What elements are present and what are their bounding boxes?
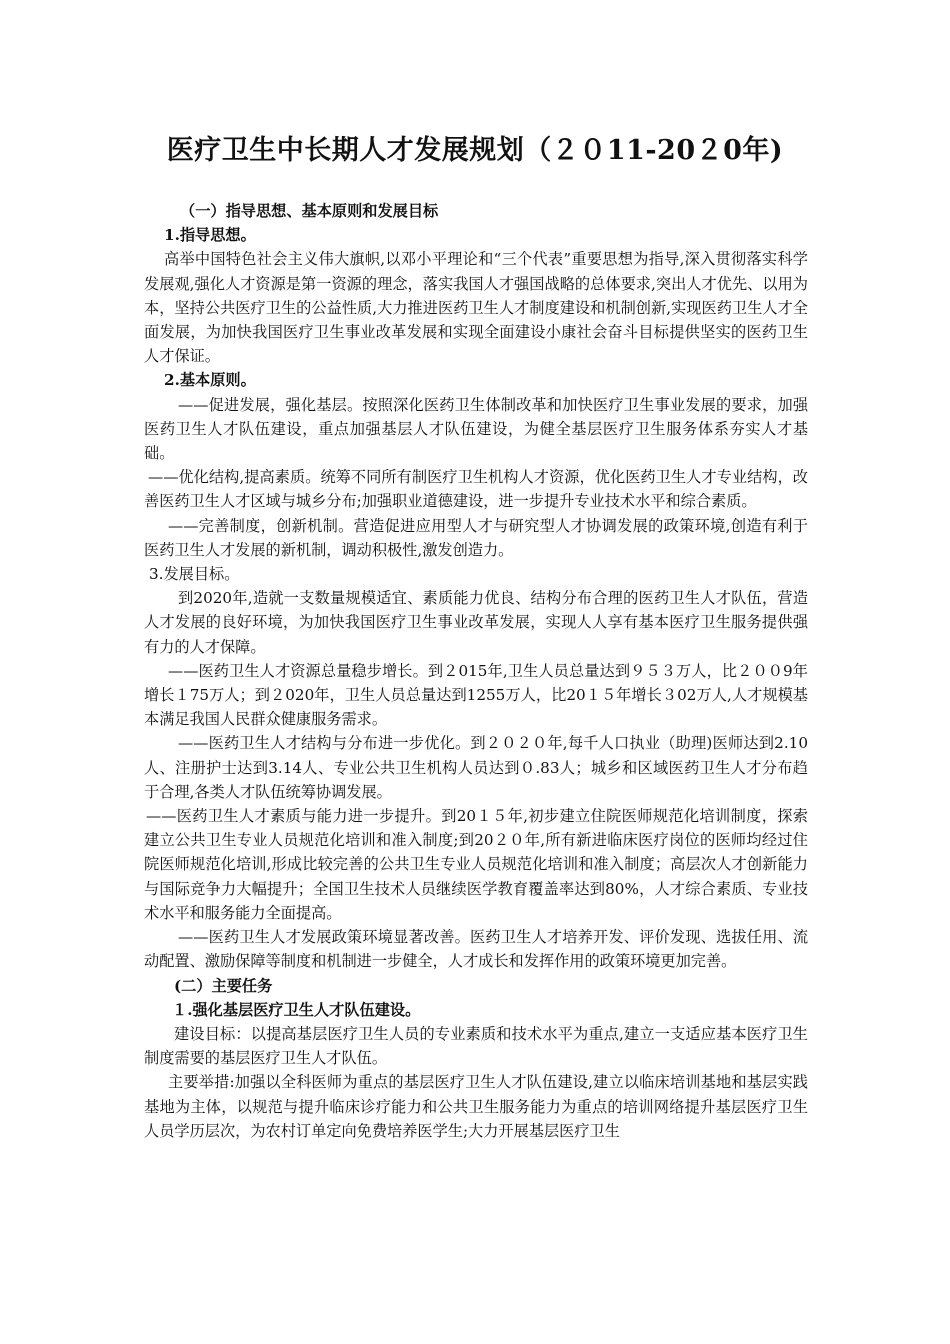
paragraph-principle-3: ——完善制度，创新机制。营造促进应用型人才与研究型人才协调发展的政策环境,创造有利于医药卫生人才发展的新机制，调动积极性,激发创造力。 [144,516,808,559]
section-heading-1: （一）指导思想、基本原则和发展目标 [180,202,439,220]
paragraph-goal-intro: 到2020年,造就一支数量规模适宜、素质能力优良、结构分布合理的医药卫生人才队伍，营造人才发展的良好环境，为加快我国医疗卫生事业改革发展，实现人人享有基本医疗卫生服务提供强有力的人才保障。 [144,589,808,656]
subheading-development-goals: 3.发展目标。 [149,565,240,584]
subheading-guiding-thought: 1.指导思想。 [164,226,256,245]
paragraph-principle-1: ——促进发展，强化基层。按照深化医药卫生体制改革和加快医疗卫生事业发展的要求，加强医药卫生人才队伍建设，重点加强基层人才队伍建设，为健全基层医疗卫生服务体系夯实人才基础。 [144,395,808,463]
subheading-task-1: １.强化基层医疗卫生人才队伍建设。 [172,1000,421,1019]
paragraph-goal-2: ——医药卫生人才结构与分布进一步优化。到２０２０年,每千人口执业（助理)医师达到2.10人、注册护士达到3.14人、专业公共卫生机构人员达到０.83人；城乡和区域医药卫生人才分布趋于合理,各类人才队伍统筹协调发展。 [144,734,808,801]
section-heading-2: (二）主要任务 [174,976,273,995]
paragraph-task-1-measures: 主要举措:加强以全科医师为重点的基层医疗卫生人才队伍建设,建立以临床培训基地和基层实践基地为主体，以规范与提升临床诊疗能力和公共卫生服务能力为重点的培训网络提升基层医疗卫生人员学历层次，为农村订单定向免费培养医学生;大力开展基层医疗卫生 [144,1073,808,1140]
paragraph-goal-3: ——医药卫生人才素质与能力进一步提升。到20１５年,初步建立住院医师规范化培训制度，探索建立公共卫生专业人员规范化培训和准入制度;到20２０年,所有新进临床医疗岗位的医师均经过住院医师规范化培训,形成比较完善的公共卫生专业人员规范化培训和准入制度；高层次人才创新能力与国际竞争力大幅提升；全国卫生技术人员继续医学教育覆盖率达到80%，人才综合素质、专业技术水平和服务能力全面提高。 [144,807,808,922]
subheading-basic-principles: 2.基本原则。 [164,371,256,390]
paragraph-guiding-thought: 高举中国特色社会主义伟大旗帜,以邓小平理论和“三个代表”重要思想为指导,深入贯彻落实科学发展观,强化人才资源是第一资源的理念，落实我国人才强国战略的总体要求,突出人才优先、以用为本，坚持公共医疗卫生的公益性质,大力推进医药卫生人才制度建设和机制创新,实现医药卫生人才全面发展，为加快我国医疗卫生事业改革发展和实现全面建设小康社会奋斗目标提供坚实的医药卫生人才保证。 [144,250,808,366]
document-title: 医疗卫生中长期人才发展规划（２０11-20２0年) [166,135,784,166]
paragraph-goal-1: ——医药卫生人才资源总量稳步增长。到２015年,卫生人员总量达到９５３万人，比２００9年增长１75万人；到２020年，卫生人员总量达到1255万人，比20１５年增长３02万人,人才规模基本满足我国人民群众健康服务需求。 [144,661,808,729]
paragraph-task-1-goal: 建设目标：以提高基层医疗卫生人员的专业素质和技术水平为重点,建立一支适应基本医疗卫生制度需要的基层医疗卫生人才队伍。 [144,1024,808,1068]
document-body [144,199,808,1143]
paragraph-goal-4: ——医药卫生人才发展政策环境显著改善。医药卫生人才培养开发、评价发现、选拔任用、流动配置、激励保障等制度和机制进一步健全，人才成长和发挥作用的政策环境更加完善。 [144,928,808,971]
paragraph-principle-2: ——优化结构,提高素质。统筹不同所有制医疗卫生机构人才资源，优化医药卫生人才专业结构，改善医药卫生人才区域与城乡分布;加强职业道德建设，进一步提升专业技术水平和综合素质。 [144,468,808,511]
